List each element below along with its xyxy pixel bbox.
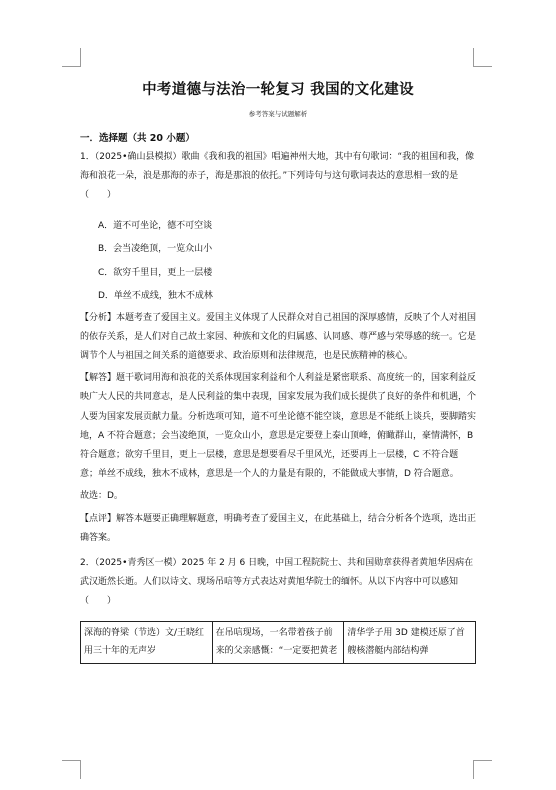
document-subtitle: 参考答案与试题解析 xyxy=(248,110,308,118)
analysis-paragraph: 【分析】本题考查了爱国主义。爱国主义体现了人民群众对自己祖国的深厚感情，反映了个人对祖国的依存关系，是人们对自己故土家园、种族和文化的归属感、认同感、尊严感与荣辱感的统一。它是调节个人与祖国之间关系的道德要求、政治原则和法律规范，也是民族精神的核心。 xyxy=(80,312,477,362)
table-row xyxy=(81,621,476,663)
option-b: B．会当凌绝顶，一览众山小 xyxy=(98,244,213,255)
table-cell: 深海的脊梁（节选）文/王晓红用三十年的无声岁 xyxy=(81,621,213,663)
option-d: D．单丝不成线，独木不成林 xyxy=(98,291,213,302)
comment-paragraph: 【点评】解答本题要正确理解题意，明确考查了爱国主义，在此基础上，结合分析各个选项，选出正确答案。 xyxy=(80,513,477,543)
table-cell: 清华学子用 3D 建模还原了首艘核潜艇内部结构弹 xyxy=(344,621,476,663)
option-a: A．道不可坐论，德不可空谈 xyxy=(98,220,213,231)
document-page xyxy=(80,70,476,664)
crop-mark-top-left xyxy=(62,48,81,67)
solution-paragraph: 【解答】题干歌词用海和浪花的关系体现国家利益和个人利益是紧密联系、高度统一的，国家利益反映广大人民的共同意志，是人民利益的集中表现，国家发展为我们成长提供了良好的条件和机遇，个人要为国家发展贡献力量。分析选项可知，道不可坐论德不能空谈，意思是不能纸上谈兵，要脚踏实地，A 不符合题意；会当凌绝顶，一览众山小，意思是定要登上泰山顶峰，俯瞰群山，豪情满怀，B 符合题意；欲穷千里目，更上一层楼，意思是想要看尽千里风光，还要再上一层楼，C 不符合题意；单丝不成线，独木不成林，意思是一个人的力量是有限的，不能做成大事情，D 符合题意。 xyxy=(80,373,477,480)
crop-mark-bottom-right xyxy=(473,760,492,779)
crop-mark-top-right xyxy=(473,48,492,67)
question-stem: 1．（2025•确山县模拟）歌曲《我和我的祖国》唱遍神州大地，其中有句歌词：“我的祖国和我，像海和浪花一朵，浪是那海的赤子，海是那浪的依托。”下列诗句与这句歌词表达的意思相一致的是（ ） xyxy=(80,152,475,201)
table-cell: 在吊唁现场，一名带着孩子前来的父亲感慨：“一定要把黄老 xyxy=(212,621,344,663)
crop-mark-bottom-left xyxy=(62,760,81,779)
document-title: 中考道德与法治一轮复习 我国的文化建设 xyxy=(142,82,414,98)
question-1 xyxy=(80,148,476,548)
option-c: C．欲穷千里目，更上一层楼 xyxy=(98,267,213,278)
section-heading: 一．选择题（共 20 小题） xyxy=(80,133,195,144)
material-table xyxy=(80,621,476,664)
question-2 xyxy=(80,554,476,664)
question-stem: 2．（2025•青秀区一模）2025 年 2 月 6 日晚，中国工程院院士、共和国勋章获得者黄旭华因病在武汉逝然长逝。人们以诗文、现场吊唁等方式表达对黄旭华院士的缅怀。从以下内容中可以感知（ ） xyxy=(80,558,474,607)
answer-line: 故选：D。 xyxy=(80,491,123,502)
